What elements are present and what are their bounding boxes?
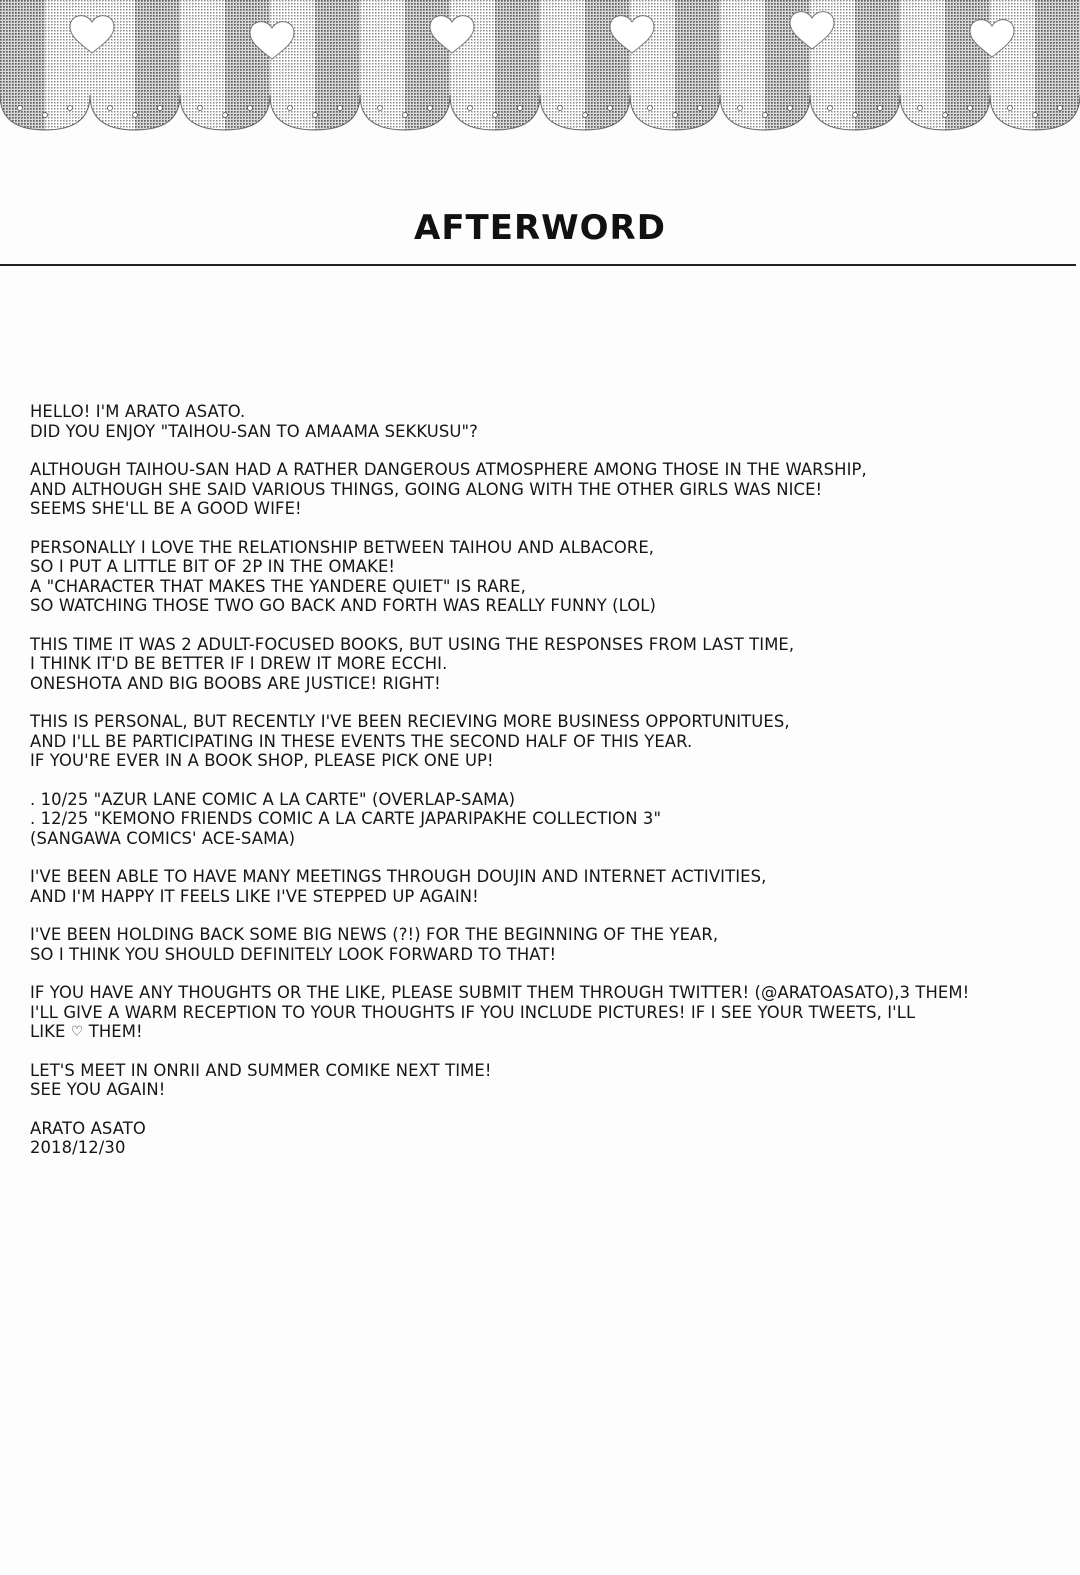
page-title: AFTERWORD — [414, 208, 666, 248]
text-line: I'VE BEEN ABLE TO HAVE MANY MEETINGS THROUGH DOUJIN AND INTERNET ACTIVITIES, — [30, 867, 767, 886]
text-line: ALTHOUGH TAIHOU-SAN HAD A RATHER DANGEROUS ATMOSPHERE AMONG THOSE IN THE WARSHIP, — [30, 460, 867, 479]
banner-graphic — [0, 0, 1080, 140]
text-line: I THINK IT'D BE BETTER IF I DREW IT MORE ECCHI. — [30, 654, 448, 673]
text-line: AND I'M HAPPY IT FEELS LIKE I'VE STEPPED UP AGAIN! — [30, 886, 479, 906]
text-line: AND I'LL BE PARTICIPATING IN THESE EVENTS THE SECOND HALF OF THIS YEAR. — [30, 731, 693, 751]
text-line: AND ALTHOUGH SHE SAID VARIOUS THINGS, GOING ALONG WITH THE OTHER GIRLS WAS NICE! — [30, 479, 823, 499]
title-divider — [0, 264, 1076, 266]
paragraph-taihou — [30, 460, 1070, 519]
paragraph-events-list — [30, 790, 1070, 849]
list-item: . 12/25 "KEMONO FRIENDS COMIC A LA CARTE JAPARIPAKHE COLLECTION 3" — [30, 809, 662, 828]
text-line: THIS TIME IT WAS 2 ADULT-FOCUSED BOOKS, BUT USING THE RESPONSES FROM LAST TIME, — [30, 634, 795, 654]
text-line: I'LL GIVE A WARM RECEPTION TO YOUR THOUGHTS IF YOU INCLUDE PICTURES! IF I SEE YOUR TWEETS, I'LL — [30, 1002, 916, 1022]
text-line-like — [30, 1022, 1070, 1042]
like-before: LIKE — [30, 1022, 71, 1041]
text-line: I'VE BEEN HOLDING BACK SOME BIG NEWS (?!) FOR THE BEGINNING OF THE YEAR, — [30, 925, 719, 944]
afterword-body — [30, 402, 1070, 1158]
text-line: SO WATCHING THOSE TWO GO BACK AND FORTH WAS REALLY FUNNY (LOL) — [30, 596, 657, 615]
text-line: IF YOU HAVE ANY THOUGHTS OR THE LIKE, PLEASE SUBMIT THEM THROUGH TWITTER! (@ARATOASATO),3 THEM! — [30, 983, 970, 1002]
text-line: DID YOU ENJOY "TAIHOU-SAN TO AMAAMA SEKKUSU"? — [30, 421, 478, 441]
text-line: HELLO! I'M ARATO ASATO. — [30, 402, 246, 421]
text-line: LET'S MEET IN ONRII AND SUMMER COMIKE NEXT TIME! — [30, 1060, 492, 1080]
text-line: SEE YOU AGAIN! — [30, 1080, 166, 1099]
signature-block — [30, 1119, 1070, 1158]
paragraph-books — [30, 635, 1070, 694]
text-line: PERSONALLY I LOVE THE RELATIONSHIP BETWEEN TAIHOU AND ALBACORE, — [30, 537, 655, 557]
text-line: SO I PUT A LITTLE BIT OF 2P IN THE OMAKE! — [30, 557, 396, 576]
paragraph-farewell — [30, 1061, 1070, 1100]
heart-icon: ♡ — [70, 1024, 84, 1040]
text-line: IF YOU'RE EVER IN A BOOK SHOP, PLEASE PICK ONE UP! — [30, 751, 494, 770]
text-line: THIS IS PERSONAL, BUT RECENTLY I'VE BEEN RECIEVING MORE BUSINESS OPPORTUNITUES, — [30, 712, 790, 731]
list-item: (SANGAWA COMICS' ACE-SAMA) — [30, 828, 296, 848]
signature-date: 2018/12/30 — [30, 1138, 126, 1157]
paragraph-greeting — [30, 402, 1070, 441]
list-item: . 10/25 "AZUR LANE COMIC A LA CARTE" (OVERLAP-SAMA) — [30, 789, 516, 809]
paragraph-business — [30, 712, 1070, 771]
text-line: SEEMS SHE'LL BE A GOOD WIFE! — [30, 499, 302, 518]
paragraph-relationship — [30, 538, 1070, 616]
like-after: THEM! — [83, 1022, 143, 1041]
paragraph-meetings — [30, 867, 1070, 906]
paragraph-news — [30, 925, 1070, 964]
text-line: SO I THINK YOU SHOULD DEFINITELY LOOK FORWARD TO THAT! — [30, 944, 557, 964]
paragraph-twitter — [30, 983, 1070, 1042]
text-line: A "CHARACTER THAT MAKES THE YANDERE QUIET" IS RARE, — [30, 576, 526, 596]
scalloped-heart-banner — [0, 0, 1080, 140]
text-line: ONESHOTA AND BIG BOOBS ARE JUSTICE! RIGHT! — [30, 673, 441, 693]
signature-name: ARATO ASATO — [30, 1118, 146, 1138]
